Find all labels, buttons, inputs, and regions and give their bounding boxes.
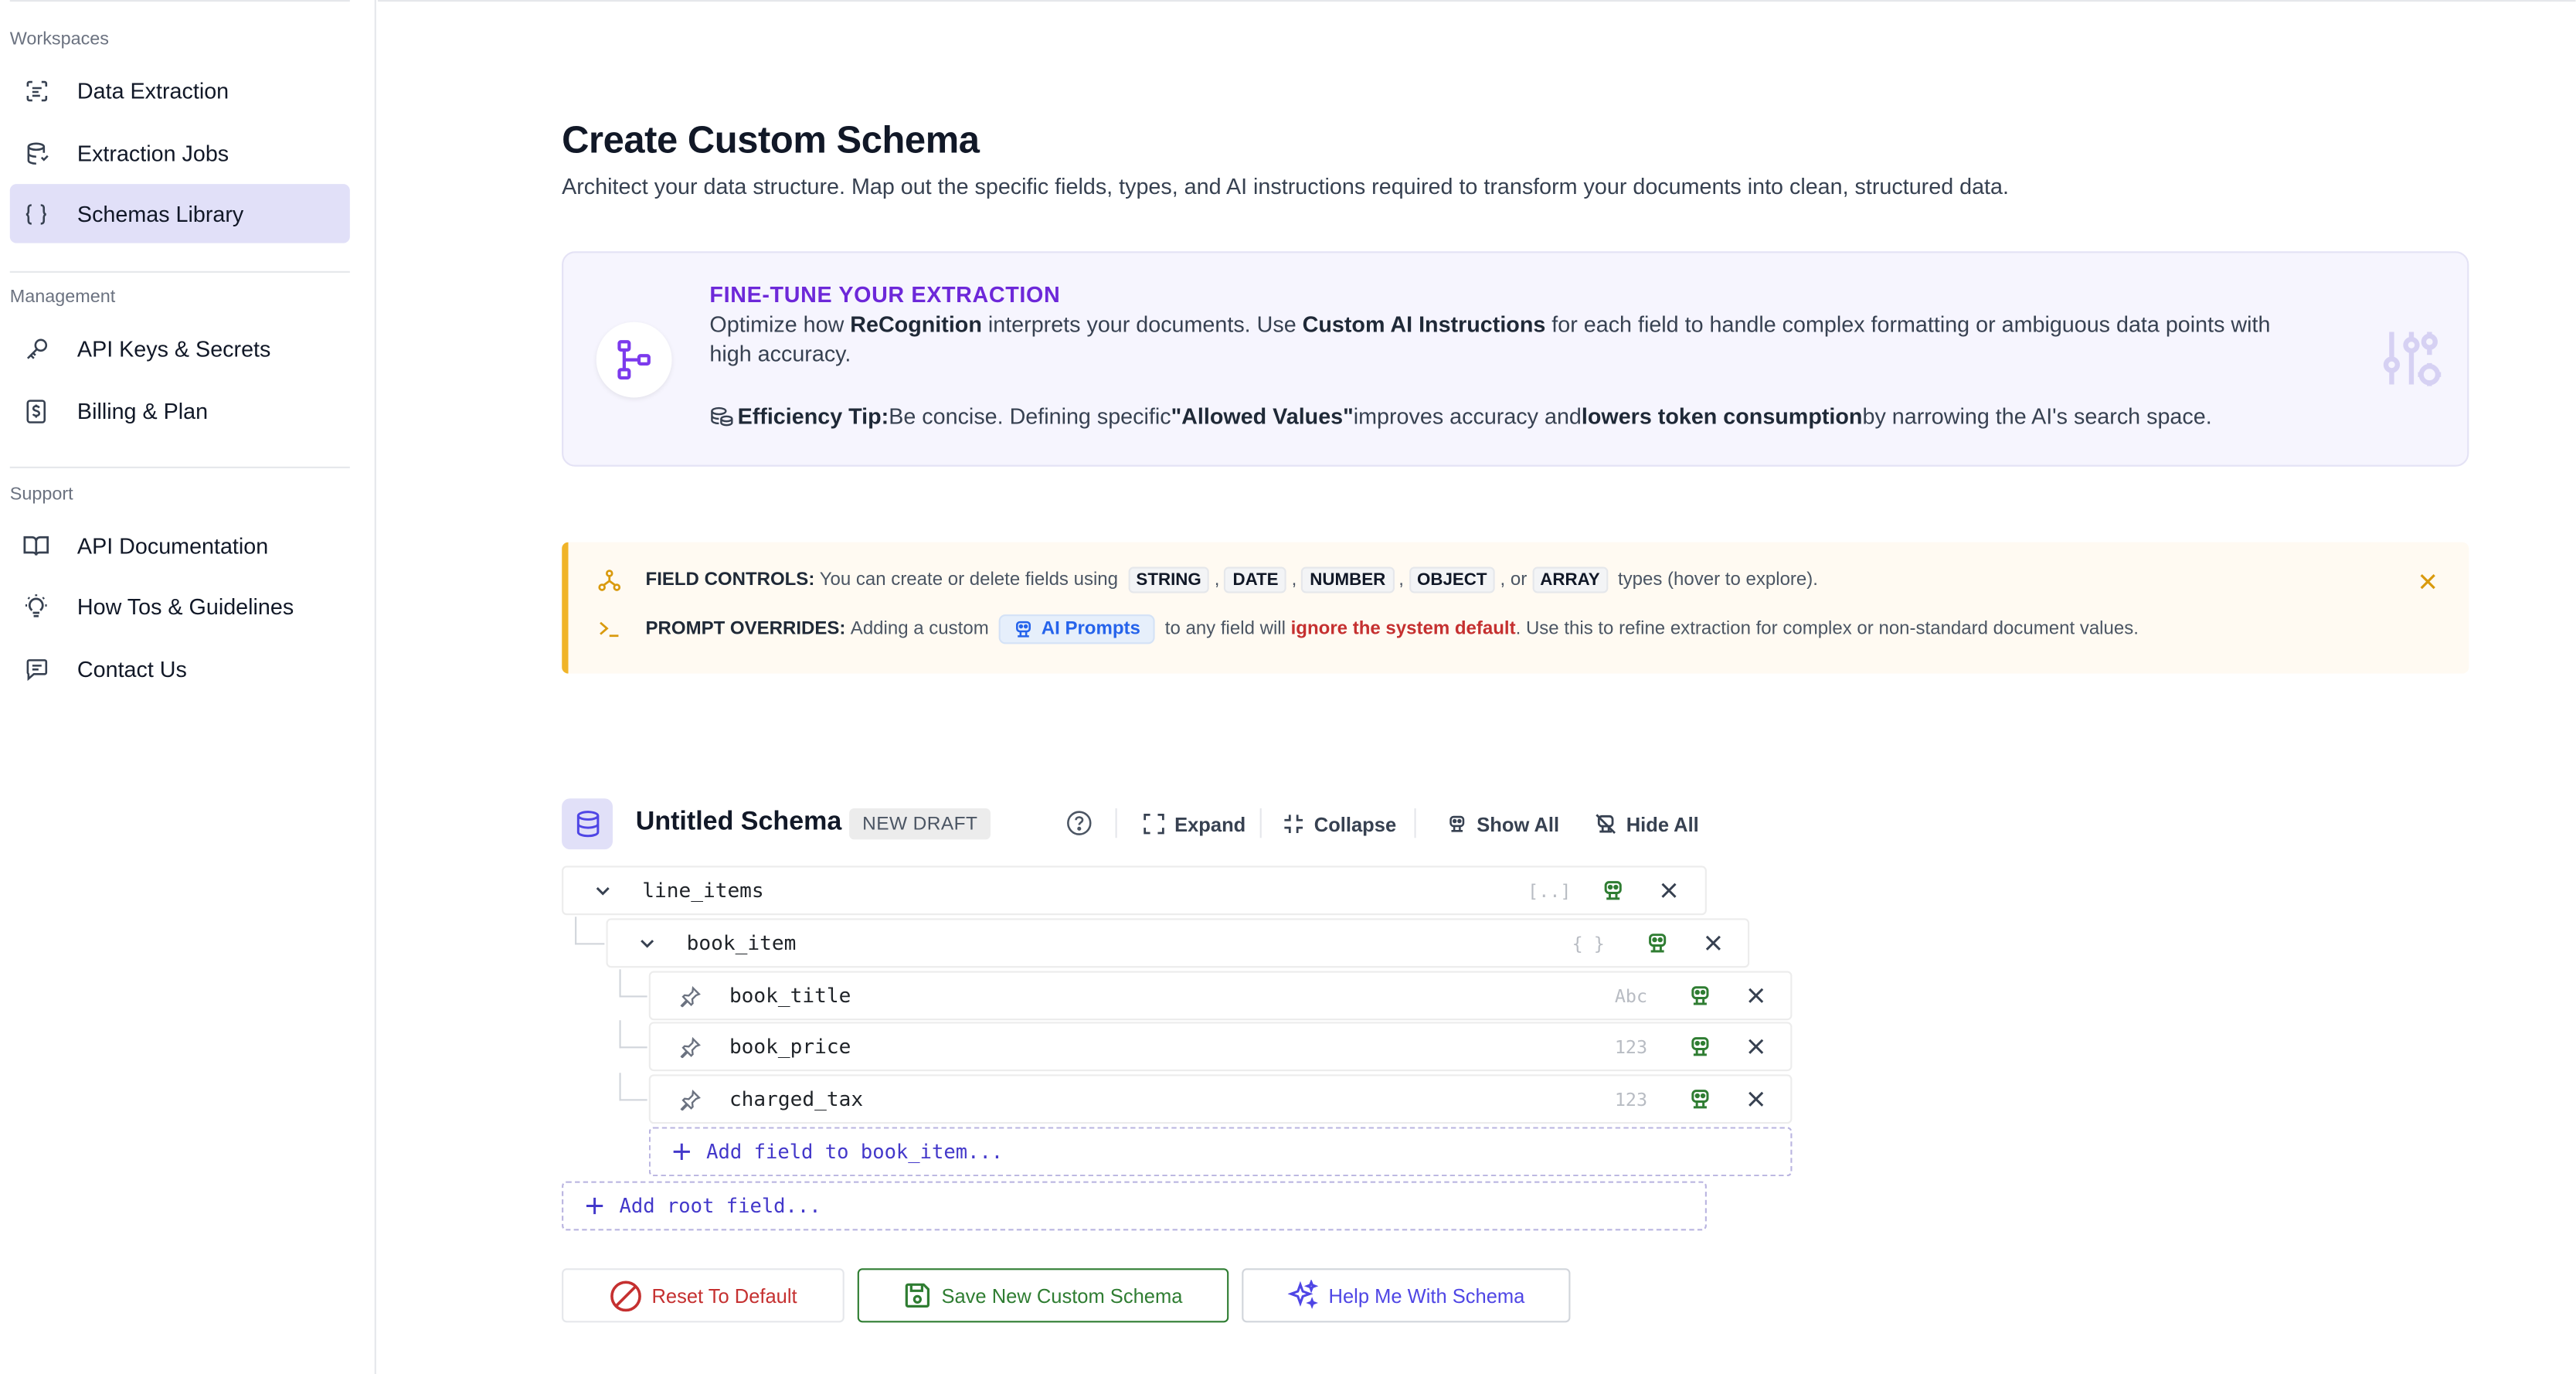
tree-connector [620,1073,647,1100]
field-name[interactable]: line_items [642,879,764,903]
plus-icon [672,1142,692,1162]
minimize-icon [1283,813,1304,835]
terminal-icon [598,617,621,641]
delete-field-icon[interactable] [1702,931,1725,954]
field-name[interactable]: book_price [729,1035,851,1059]
schema-name[interactable]: Untitled Schema [635,808,842,837]
field-controls-row: FIELD CONTROLS: You can create or delete fields using STRING , DATE , NUMBER , OBJECT , or ARRAY types (hover to explore). [598,566,1818,593]
sidebar-item-label: How Tos & Guidelines [76,593,294,619]
ai-prompt-toggle-icon[interactable] [1646,931,1669,954]
sidebar-item-label: API Documentation [76,532,269,558]
schema-tree-icon [596,322,672,398]
sidebar-section-support: Support [9,485,73,505]
toolbar-divider [1116,808,1117,838]
reset-to-default-button[interactable]: Reset To Default [562,1268,845,1322]
sidebar-item-api-documentation[interactable] [10,516,350,576]
add-child-field-button[interactable]: Add field to book_item... [649,1127,1793,1176]
string-type-icon: Abc [1614,985,1648,1007]
sidebar-section-management: Management [9,287,116,308]
pin-icon[interactable] [678,984,702,1007]
ai-bot-icon [1014,620,1034,640]
notice-close-button[interactable] [2416,570,2439,593]
sidebar-divider [10,467,350,468]
field-row-book-item[interactable] [606,918,1749,968]
delete-field-icon[interactable] [1745,1087,1768,1110]
ai-bot-icon [1447,813,1467,835]
sidebar-top-divider [10,0,350,2]
braces-icon [23,200,49,226]
billing-icon [23,397,49,423]
ai-prompt-toggle-icon[interactable] [1689,1035,1712,1058]
ai-prompt-toggle-icon[interactable] [1602,879,1625,902]
sidebar-item-api-keys[interactable] [10,318,350,378]
save-schema-button[interactable]: Save New Custom Schema [858,1268,1229,1322]
type-chip-number[interactable]: NUMBER [1302,566,1394,593]
toolbar-divider [1414,808,1415,838]
hierarchy-icon [598,569,621,592]
lightbulb-icon [23,593,49,619]
sidebar-item-how-tos[interactable] [10,576,350,636]
page-subtitle: Architect your data structure. Map out the specific fields, types, and AI instructions required to transform your documents into clean, structured data. [562,174,2009,199]
book-icon [23,532,49,559]
tip-heading: FINE-TUNE YOUR EXTRACTION [709,282,1061,308]
object-type-icon: { } [1572,932,1605,954]
ai-prompt-toggle-icon[interactable] [1689,1087,1712,1110]
scan-text-icon [23,77,49,104]
sidebar-item-billing[interactable] [10,381,350,440]
sidebar [0,0,376,1374]
field-row-book-title[interactable] [649,971,1793,1020]
delete-field-icon[interactable] [1745,984,1768,1007]
ai-prompts-chip: AI Prompts [998,614,1155,644]
number-type-icon: 123 [1614,1036,1648,1058]
type-chip-array[interactable]: ARRAY [1532,566,1609,593]
key-icon [23,335,49,362]
sidebar-item-label: API Keys & Secrets [76,335,271,361]
message-icon [23,655,49,682]
header-divider [378,0,2576,2]
type-chip-date[interactable]: DATE [1225,566,1286,593]
efficiency-tip: Efficiency Tip: Be concise. Defining specific "Allowed Values" improves accuracy and lowers token consumption by narrowing the AI's search space. [709,404,2211,429]
ai-bot-off-icon [1595,813,1616,835]
database-icon [23,140,49,166]
add-root-field-button[interactable]: Add root field... [562,1182,1707,1231]
coins-icon [709,405,734,428]
tree-connector [620,1020,647,1048]
draft-status-badge: NEW DRAFT [849,808,991,839]
field-name[interactable]: book_title [729,984,851,1008]
sidebar-divider [10,271,350,273]
pin-icon[interactable] [678,1035,702,1058]
sidebar-item-label: Extraction Jobs [76,140,229,165]
toolbar-divider [1260,808,1262,838]
plus-icon [585,1196,605,1216]
field-controls-notice [562,542,2469,674]
sidebar-item-schemas-library[interactable] [10,184,350,243]
expand-all-button[interactable]: Expand [1144,808,1246,839]
help-circle-icon[interactable] [1066,810,1093,836]
field-name[interactable]: charged_tax [729,1087,864,1111]
tip-body: Optimize how ReCognition interprets your documents. Use Custom AI Instructions for each field to handle complex formatting or ambiguous data points with high accuracy. [709,311,2271,367]
field-name[interactable]: book_item [686,931,797,955]
sidebar-item-label: Schemas Library [76,201,244,226]
sidebar-item-label: Contact Us [76,656,187,682]
sparkles-icon [1287,1280,1318,1311]
sidebar-item-label: Data Extraction [76,77,229,103]
field-row-line-items[interactable] [562,866,1707,915]
array-type-icon: [..] [1528,879,1572,902]
ban-icon [609,1279,642,1312]
show-all-prompts-button[interactable]: Show All [1447,808,1559,839]
pin-icon[interactable] [678,1087,702,1110]
tree-connector [620,969,647,997]
chevron-down-icon[interactable] [591,879,614,902]
page-title: Create Custom Schema [562,118,980,162]
chevron-down-icon[interactable] [636,931,659,954]
number-type-icon: 123 [1614,1088,1648,1110]
field-row-book-price[interactable] [649,1022,1793,1071]
ai-prompt-toggle-icon[interactable] [1689,984,1712,1007]
sidebar-item-label: Billing & Plan [76,398,209,423]
delete-field-icon[interactable] [1745,1035,1768,1058]
schema-database-icon [562,798,613,849]
type-chip-object[interactable]: OBJECT [1409,566,1495,593]
prompt-overrides-row: PROMPT OVERRIDES: Adding a custom AI Prompts to any field will ignore the system default . Use this to refine extraction for complex or non-standard document values. [598,614,2139,644]
settings-sliders-icon [2378,325,2444,391]
field-row-charged-tax[interactable] [649,1074,1793,1124]
type-chip-string[interactable]: STRING [1128,566,1210,593]
hide-all-prompts-button[interactable]: Hide All [1595,808,1698,839]
tree-connector [575,917,604,944]
sidebar-section-workspaces: Workspaces [9,29,110,49]
fine-tune-tip-card [562,251,2469,467]
sidebar-item-data-extraction[interactable] [10,61,350,121]
save-icon [904,1281,932,1309]
sidebar-item-extraction-jobs[interactable] [10,123,350,182]
help-with-schema-button[interactable]: Help Me With Schema [1242,1268,1570,1322]
maximize-icon [1144,813,1165,835]
sidebar-item-contact-us[interactable] [10,639,350,699]
collapse-all-button[interactable]: Collapse [1283,808,1396,839]
delete-field-icon[interactable] [1657,879,1681,902]
